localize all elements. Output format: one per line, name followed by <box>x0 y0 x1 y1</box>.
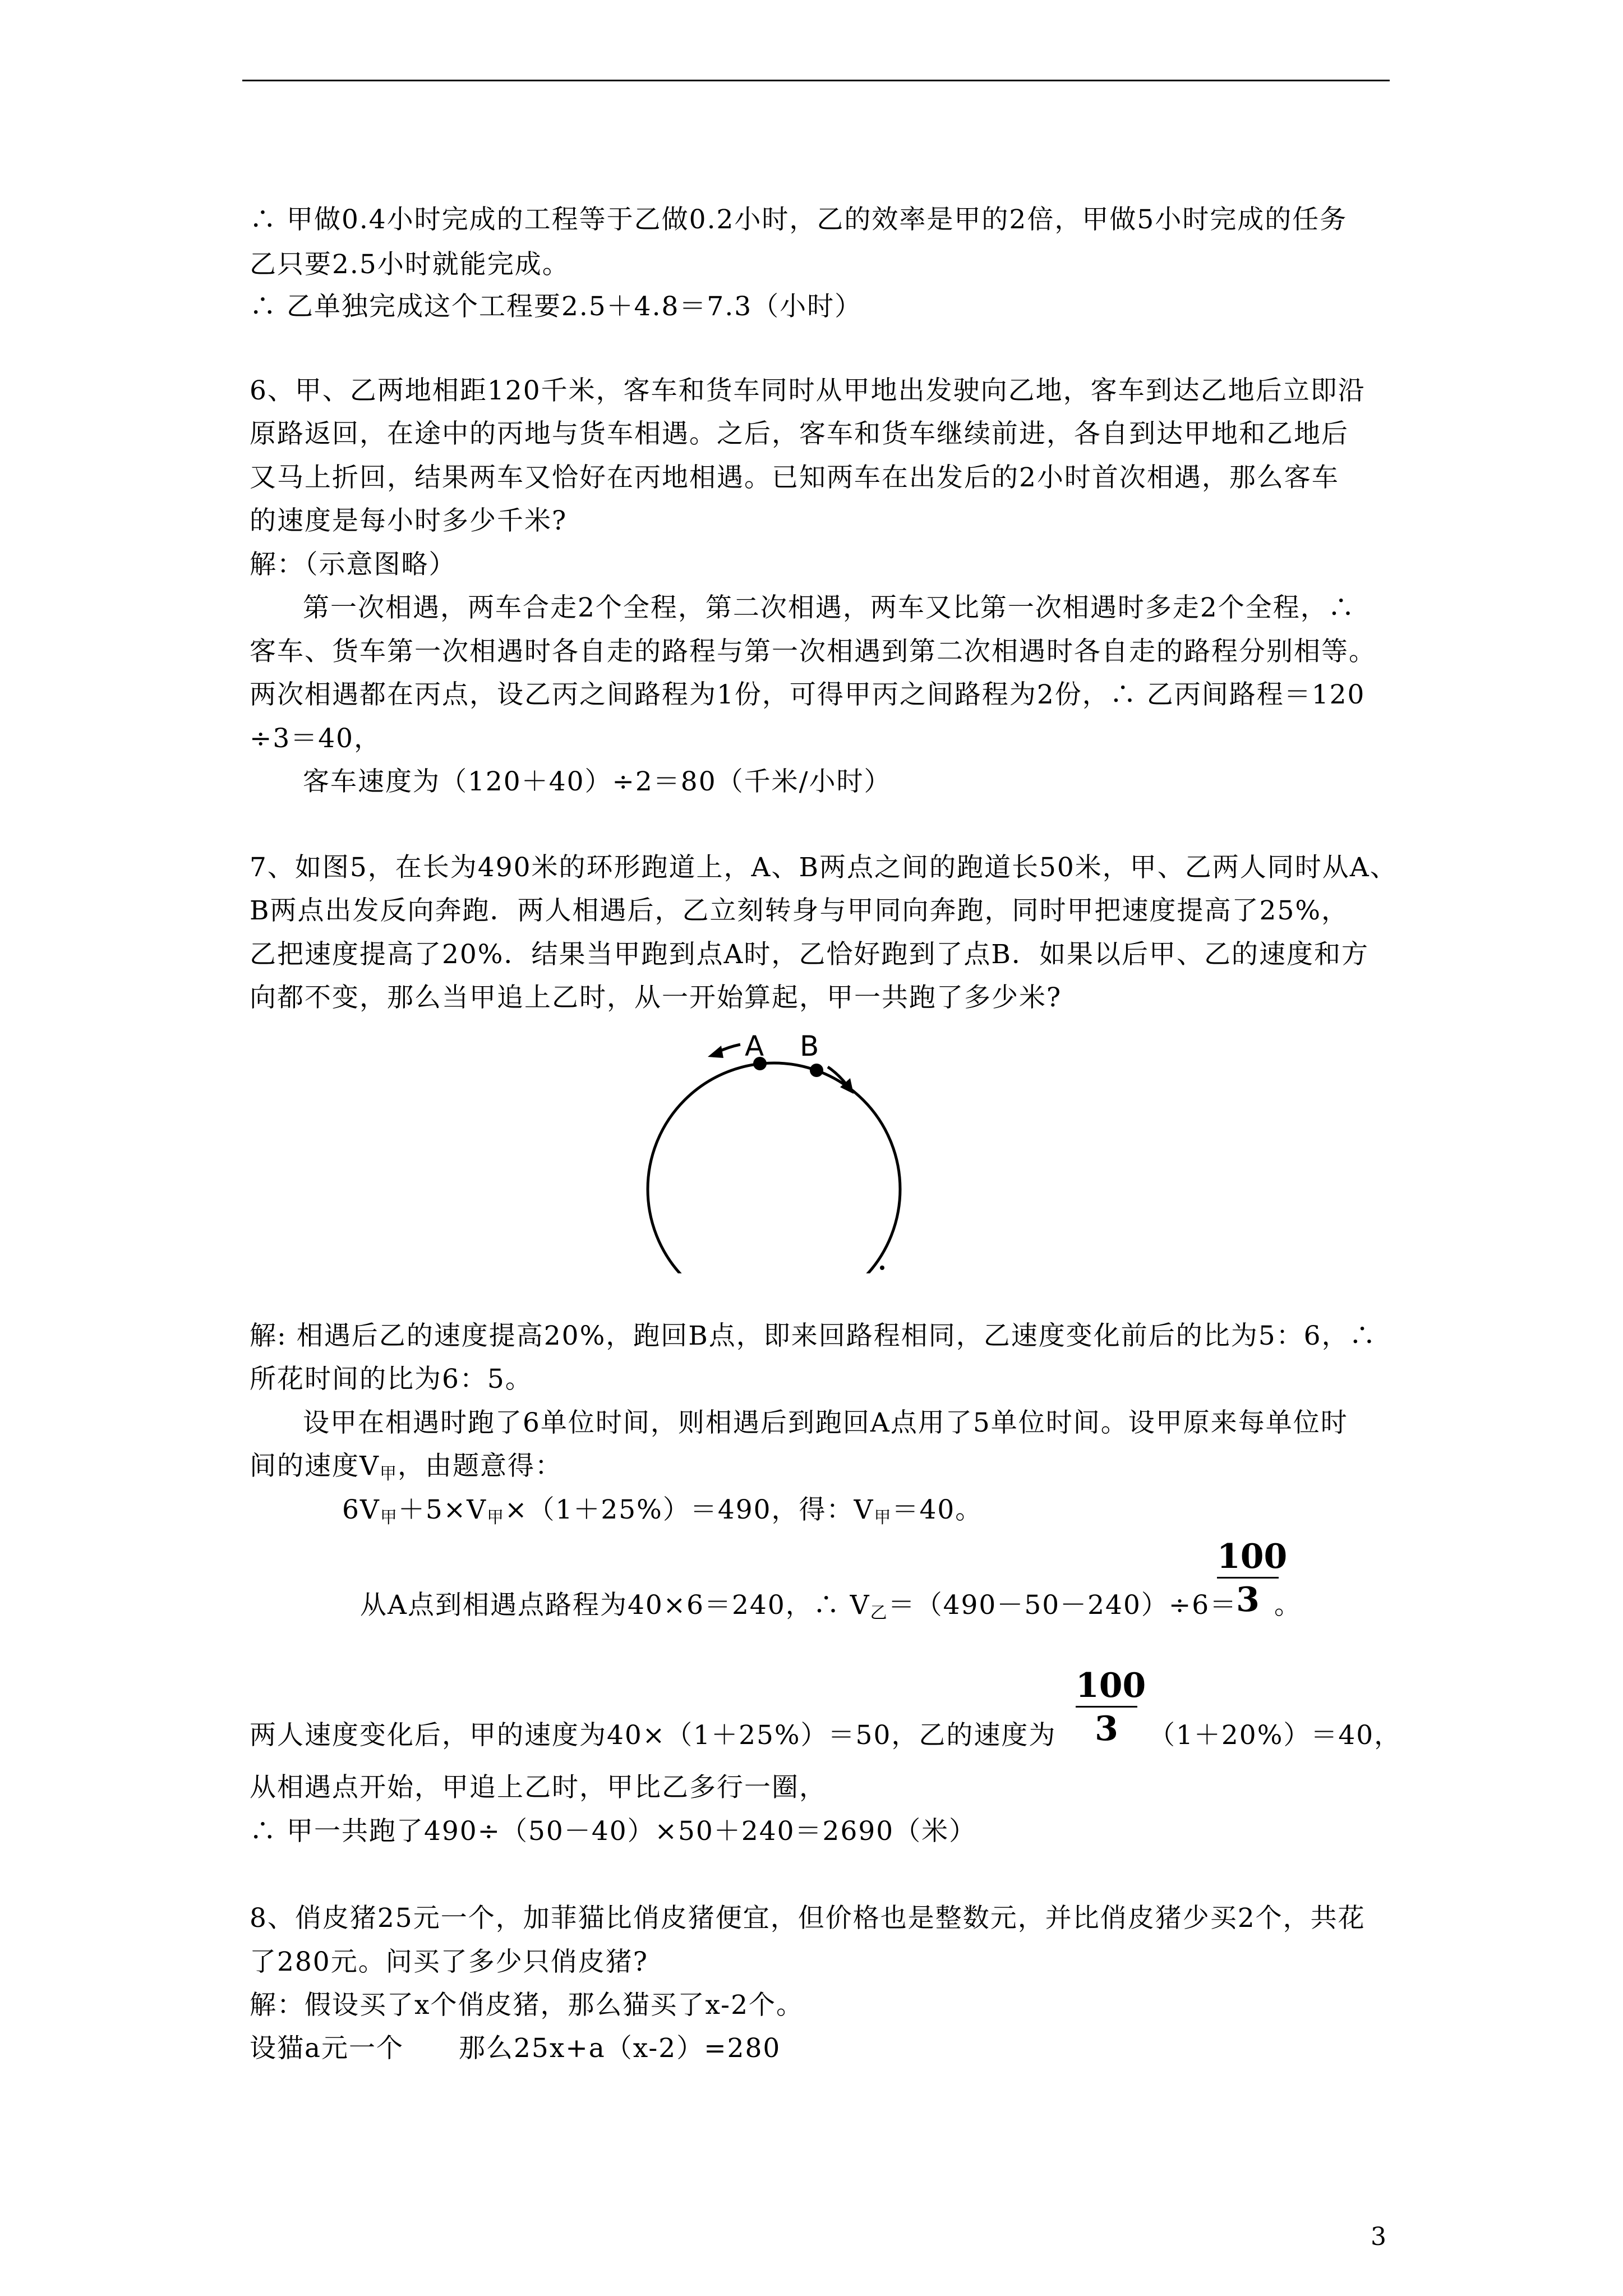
problem-6-line: 的速度是每小时多少千米? <box>250 505 568 536</box>
label-a: A <box>745 1032 764 1062</box>
problem-7-line: 向都不变，那么当甲追上乙时，从一开始算起，甲一共跑了多少米? <box>250 982 1062 1013</box>
solution-6-line: 客车、货车第一次相遇时各自走的路程与第一次相遇到第二次相遇时各自走的路程分别相等。 <box>250 636 1376 667</box>
equation-line: 从A点到相遇点路程为40×6＝240，∴ $V_乙=(490-50-240)\div 6=$ <box>360 1590 1238 1623</box>
solution-7-line: 所花时间的比为6：5。 <box>250 1364 533 1395</box>
solution-6-line: 两次相遇都在丙点，设乙丙之间路程为1份，可得甲丙之间路程为2份，∴ 乙丙间路程＝120 <box>250 679 1366 710</box>
period-mark: 。 <box>1274 1590 1302 1621</box>
solution-8-line: 解：假设买了x个俏皮猪，那么猫买了x-2个。 <box>250 1990 804 2021</box>
circular-track-figure <box>634 1032 925 1273</box>
track-circle <box>648 1063 900 1273</box>
solution-7-line: 解: 相遇后乙的速度提高20%，跑回B点，即来回路程相同，乙速度变化前后的比为5：6，∴ <box>250 1320 1377 1351</box>
label-b: B <box>800 1032 819 1062</box>
solution-8-line: 设猫a元一个 那么25x+a（x-2）=280 <box>250 2033 781 2064</box>
fraction-100-over-3: 100 3 <box>1076 1666 1146 1749</box>
problem-8-line: 8、俏皮猪25元一个，加菲猫比俏皮猪便宜，但价格也是整数元，并比俏皮猪少买2个，共花 <box>250 1903 1366 1934</box>
solution-7-line: 两人速度变化后，甲的速度为40×（1＋25%）＝50，乙的速度为 <box>250 1720 1057 1751</box>
arrow-left-head <box>708 1046 723 1058</box>
solution-7-line: （1＋20%）＝40， <box>1149 1720 1402 1751</box>
solution-7-line: 设甲在相遇时跑了6单位时间，则相遇后到跑回A点用了5单位时间。设甲原来每单位时 <box>303 1407 1348 1438</box>
page-number: 3 <box>1371 2223 1386 2251</box>
solution-6-line: 客车速度为（120＋40）÷2＝80（千米/小时） <box>303 766 892 797</box>
problem-6-line: 6、甲、乙两地相距120千米，客车和货车同时从甲地出发驶向乙地，客车到达乙地后立即沿 <box>250 375 1366 406</box>
fraction-100-over-3: 100 3 <box>1217 1537 1288 1619</box>
problem-6-line: 又马上折回，结果两车又恰好在丙地相遇。已知两车在出发后的2小时首次相遇，那么客车 <box>250 462 1339 493</box>
text-line: 乙只要2.5小时就能完成。 <box>250 249 570 280</box>
problem-7-line: 7、如图5，在长为490米的环形跑道上，A、B两点之间的跑道长50米，甲、乙两人同时从A、 <box>250 852 1398 883</box>
solution-7-line: 间的速度$V_甲$，由题意得： <box>250 1451 562 1484</box>
text-line: ∴ 乙单独完成这个工程要2.5＋4.8＝7.3（小时） <box>250 291 863 322</box>
problem-7-line: B两点出发反向奔跑．两人相遇后，乙立刻转身与甲同向奔跑，同时甲把速度提高了25%， <box>250 895 1349 926</box>
problem-6-line: 原路返回，在途中的丙地与货车相遇。之后，客车和货车继续前进，各自到达甲地和乙地后 <box>250 418 1349 449</box>
solution-7-line: ∴ 甲一共跑了490÷（50－40）×50＋240＝2690（米） <box>250 1816 977 1847</box>
solution-7-line: 从相遇点开始，甲追上乙时，甲比乙多行一圈， <box>250 1772 827 1803</box>
stray-dot <box>880 1266 884 1270</box>
text-line: ∴ 甲做0.4小时完成的工程等于乙做0.2小时，乙的效率是甲的2倍，甲做5小时完成的任务 <box>250 204 1348 235</box>
equation-line: $6V_甲+5\times V_甲\times(1+25\%)=490$，得：$V_甲=40$。 <box>342 1494 983 1527</box>
solution-6-line: 解：（示意图略） <box>250 549 457 580</box>
problem-8-line: 了280元。问买了多少只俏皮猪? <box>250 1947 648 1977</box>
point-b <box>810 1064 823 1077</box>
solution-6-line: ÷3＝40， <box>250 723 382 754</box>
solution-6-line: 第一次相遇，两车合走2个全程，第二次相遇，两车又比第一次相遇时多走2个全程，∴ <box>303 592 1355 623</box>
header-rule <box>242 80 1390 81</box>
problem-7-line: 乙把速度提高了20%．结果当甲跑到点A时，乙恰好跑到了点B．如果以后甲、乙的速度和方 <box>250 939 1369 970</box>
